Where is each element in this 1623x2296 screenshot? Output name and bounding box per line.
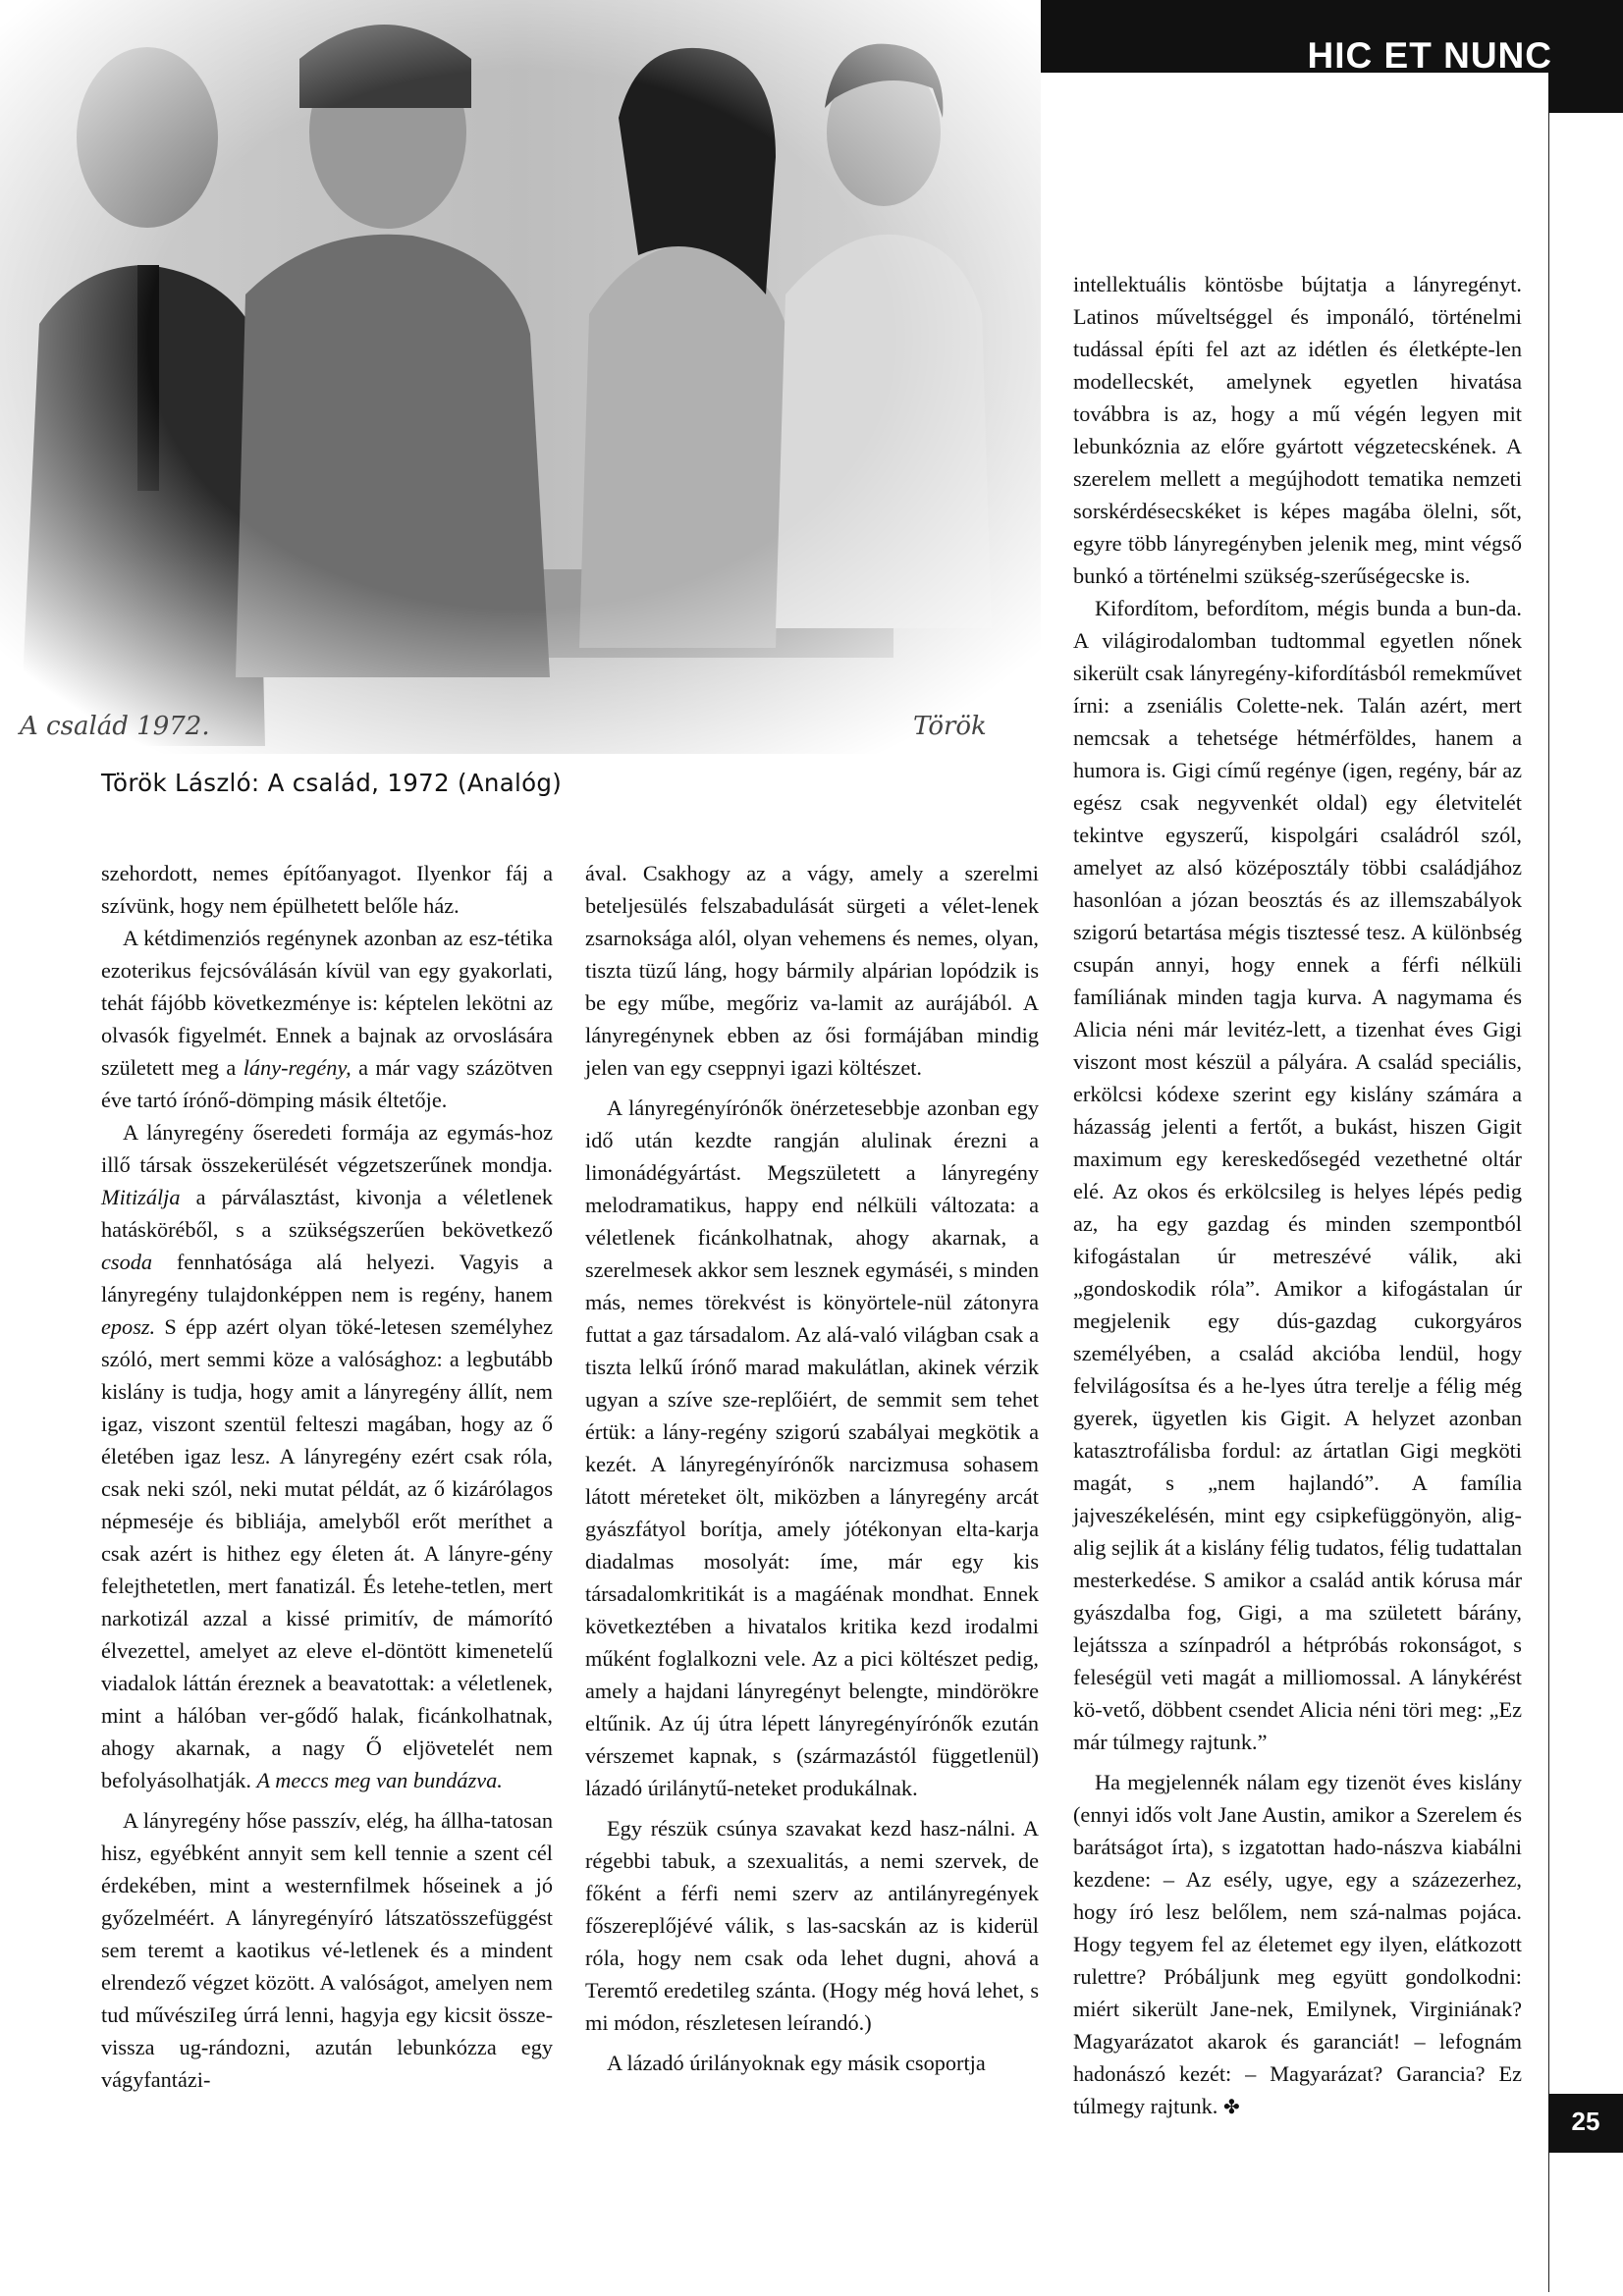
photo-signature: Török bbox=[913, 712, 987, 741]
paragraph-text: Ha megjelennék nálam egy tizenöt éves kislány (ennyi idős volt Jane Austin, amikor a Szerelem és barátságot írta), s izgatottan hado-nászva kiabálni kezdene: – Az esély, ugye, egy a százezerhez, hogy író lesz belőlem, nem szá-nalmas pojáca. Hogy tegyem fel az életemet egy ilyen, elátkozott rulettre? Próbáljunk meg együtt gondolkodni: miért sikerült Jane-nek, Emilynek, Virginiának? Magyarázatot akarok és garanciát! – lefognám hadonászó kezét: – Magyarázat? Garancia? Ez túlmegy rajtunk. bbox=[1073, 1770, 1522, 2118]
article-column-1 bbox=[101, 857, 553, 2096]
paragraph: Egy részük csúnya szavakat kezd hasz-nálni. A régebbi tabuk, a szexualitás, a nemi szervek, de főként a férfi nemi szerv az antilányregények főszereplőjévé válik, s las-sacskán az is kiderül róla, hogy nem csak oda lehet dugni, ahová a Teremtő eredetileg szánta. (Hogy még hová lehet, s mi módon, részletesen leírandó.) bbox=[585, 1816, 1039, 2035]
article-column-2 bbox=[585, 857, 1039, 2079]
section-header-tab bbox=[1036, 0, 1623, 113]
page-edge-rule bbox=[1548, 113, 1549, 2292]
paragraph bbox=[1073, 1766, 1522, 2123]
paragraph: ával. Csakhogy az a vágy, amely a szerelmi beteljesülés felszabadulását sürgeti a vélet-lenek zsarnoksága alól, olyan vehemens és nemes, olyan, tiszta tüzű láng, hogy bármily alpárian lopódzik is be egy műbe, megőriz va-lamit az aurájából. A lányregénynek ebben az ősi formájában mindig jelen van egy cseppnyi igazi költészet. bbox=[585, 861, 1039, 1080]
paragraph: intellektuális köntösbe bújtatja a lányregényt. Latinos műveltséggel és imponáló, történelmi tudással építi fel azt az idétlen és életképte-len modellecskét, amelynek egyetlen hivatása továbbra is az, hogy a mű végén legyen mit lebunkóznia az előre gyártott végzetecskének. A szerelem mellett a megújhodott tematika nemzeti sorskérdésecskéket is képes magába ölelni, sőt, egyre több lányregényben jelenik meg, mint végső bunkó a történelmi szükség-szerűségecske is. bbox=[1073, 272, 1522, 588]
photo-inscription: A család 1972. bbox=[20, 712, 210, 741]
paragraph: A kétdimenziós regénynek azonban az esz-tétika ezoterikus fejcsóválásán kívül van egy gyakorlati, tehát fájóbb következménye is: képtelen lekötni az olvasók figyelmét. Ennek a bajnak az orvoslására született meg a lány-regény, a már vagy százötven éve tartó írónő-dömping másik éltetője. bbox=[101, 926, 553, 1112]
photo-caption: Török László: A család, 1972 (Analóg) bbox=[101, 769, 563, 797]
end-mark-icon: ✤ bbox=[1222, 2095, 1240, 2118]
paragraph: A lányregényírónők önérzetesebbje azonban egy idő után kezdte rangján alulinak érezni a limonádégyártást. Megszületett a lányregény melodramatikus, happy end nélküli változata: a véletlenek ficánkolhatnak, ahogy akarnak, a szerelmesek akkor sem lesznek egymáséi, s minden más, nemes törekvést is könyörtele-nül zátonyra futtat a gaz társadalom. Az alá-való világban csak a tiszta lelkű írónő marad makulátlan, akinek vérzik ugyan a szíve sze-replőiért, de semmit sem tehet értük: a lány-regény szigorú szabályai megkötik a kezét. A lányregényírónők narcizmusa sohasem látott méreteket ölt, miközben a lányregény arcát gyászfátyol borítja, amely jótékonyan elta-karja diadalmas mosolyát: íme, már egy kis társadalomkritikát is a magáénak mondhat. Ennek következtében a hivatalos kritika kezd irodalmi műként foglalkozni vele. Az a pici költészet pedig, amely a hajdani lányregényt belengte, mindörökre eltűnik. Az új útra lépett lányregényírónők ezután vérszemet kapnak, s (származástól függetlenül) lázadó úrilánytű-neteket produkálnak. bbox=[585, 1095, 1039, 1800]
section-title: HIC ET NUNC bbox=[1307, 35, 1552, 76]
family-photo-image bbox=[0, 0, 1041, 754]
family-photo bbox=[0, 0, 1041, 754]
page-number: 25 bbox=[1571, 2107, 1600, 2136]
paragraph: A lányregény őseredeti formája az egymás-hoz illő társak összekerülését végzetszerűnek mondja. Mitizálja a párválasztást, kivonja a véletlenek hatásköréből, s a szükségszerűen bekövetkező csoda fennhatósága alá helyezi. Vagyis a lányregény tulajdonképpen nem is regény, hanem eposz. S épp azért olyan töké-letesen személyhez szóló, mert semmi köze a valósághoz: a legbutább kislány is tudja, hogy amit a lányregény állít, nem igaz, viszont szentül felteszi magában, hogy az ő életében igaz lesz. A lányregény ezért csak róla, csak neki szól, neki mutat példát, az ő kizárólagos népmeséje és bibliája, amelyből erőt meríthet a csak azért is hithez egy életen át. A lányre-gény felejthetetlen, mert fanatizál. És letehe-tetlen, mert narkotizál azzal a kissé primitív, de mámorító élvezettel, amelyet az eleve el-döntött kimenetelű viadalok láttán éreznek a beavatottak: a véletlenek, mint a hálóban ver-gődő halak, ficánkolhatnak, ahogy akarnak, a nagy Ő eljövetelét nem befolyásolhatják. A meccs meg van bundázva. bbox=[101, 1120, 553, 1792]
paragraph: A lányregény hőse passzív, elég, ha állha-tatosan hisz, egyébként annyit sem kell tennie a szent cél érdekében, mint a westernfilmek hőseinek a jó győzelméért. A lányregényíró látszatösszefüggést sem teremt a kaotikus vé-letlenek és a mindent elrendező végzet között. A valóságot, amelyen nem tud művésziIeg úrrá lenni, hagyja egy kicsit össze-vissza ug-rándozni, azután lebunkózza egy vágyfantázi- bbox=[101, 1808, 553, 2092]
article-column-3 bbox=[1073, 268, 1522, 2123]
paragraph: A lázadó úrilányoknak egy másik csoportja bbox=[607, 2051, 986, 2075]
paragraph: Kifordítom, befordítom, mégis bunda a bun-da. A világirodalomban tudtommal egyetlen nőnek sikerült csak lányregény-kifordításból remekművet írni: a zseniális Colette-nek. Talán azért, mert nemcsak a tehetsége hétmérföldes, hanem a humora is. Gigi című regénye (igen, regény, bár az egész csak negyvenkét oldal) egy életvitelét tekintve egyszerű, kispolgári családról szól, amelyet az alsó középosztály többi családjához hasonlóan a józan beosztás és az illemszabályok szigorú betartása mégis tisztessé tesz. A különbség csupán annyi, hogy ennek a férfi nélküli famíliának minden tagja kurva. A nagymama és Alicia néni már levitéz-lett, a tizenhat éves Gigi viszont most készül a pályára. A család speciális, erkölcsi kódexe szerint egy kislány számára a házasság jelenti a fertőt, a bukást, hiszen Gigit maximum egy kereskedősegéd vezethetné oltár elé. Az okos és erkölcsileg is helyes lépés pedig az, ha egy gazdag és minden szempontból kifogástalan úr metreszévé válik, aki „gondoskodik róla”. Amikor a kifogástalan úr megjelenik egy dús-gazdag cukorgyáros személyében, a család akcióba lendül, hogy felvilágosítsa és a he-lyes útra terelje a félig még gyerek, ügyetlen kis Gigit. A helyzet azonban katasztrofálisba fordul: az ártatlan Gigi megköti magát, s „nem hajlandó”. A família jajveszékelésén, mint egy csipkefüggönyön, alig-alig sejlik át a kislány félig tudatos, félig tudattalan mesterkedése. S amikor a család antik kórusa már gyászdalba fog, Gigi, a ma született bárány, lejátssza a színpadról a hétpróbás rokonságot, s feleségül veti magát a milliomossal. A lánykérést kö-vető, döbbent csendet Alicia néni töri meg: „Ez már túlmegy rajtunk.” bbox=[1073, 596, 1522, 1754]
paragraph: szehordott, nemes építőanyagot. Ilyenkor fáj a szívünk, hogy nem épülhetett belőle ház. bbox=[101, 861, 553, 918]
page-number-box bbox=[1548, 2094, 1623, 2153]
